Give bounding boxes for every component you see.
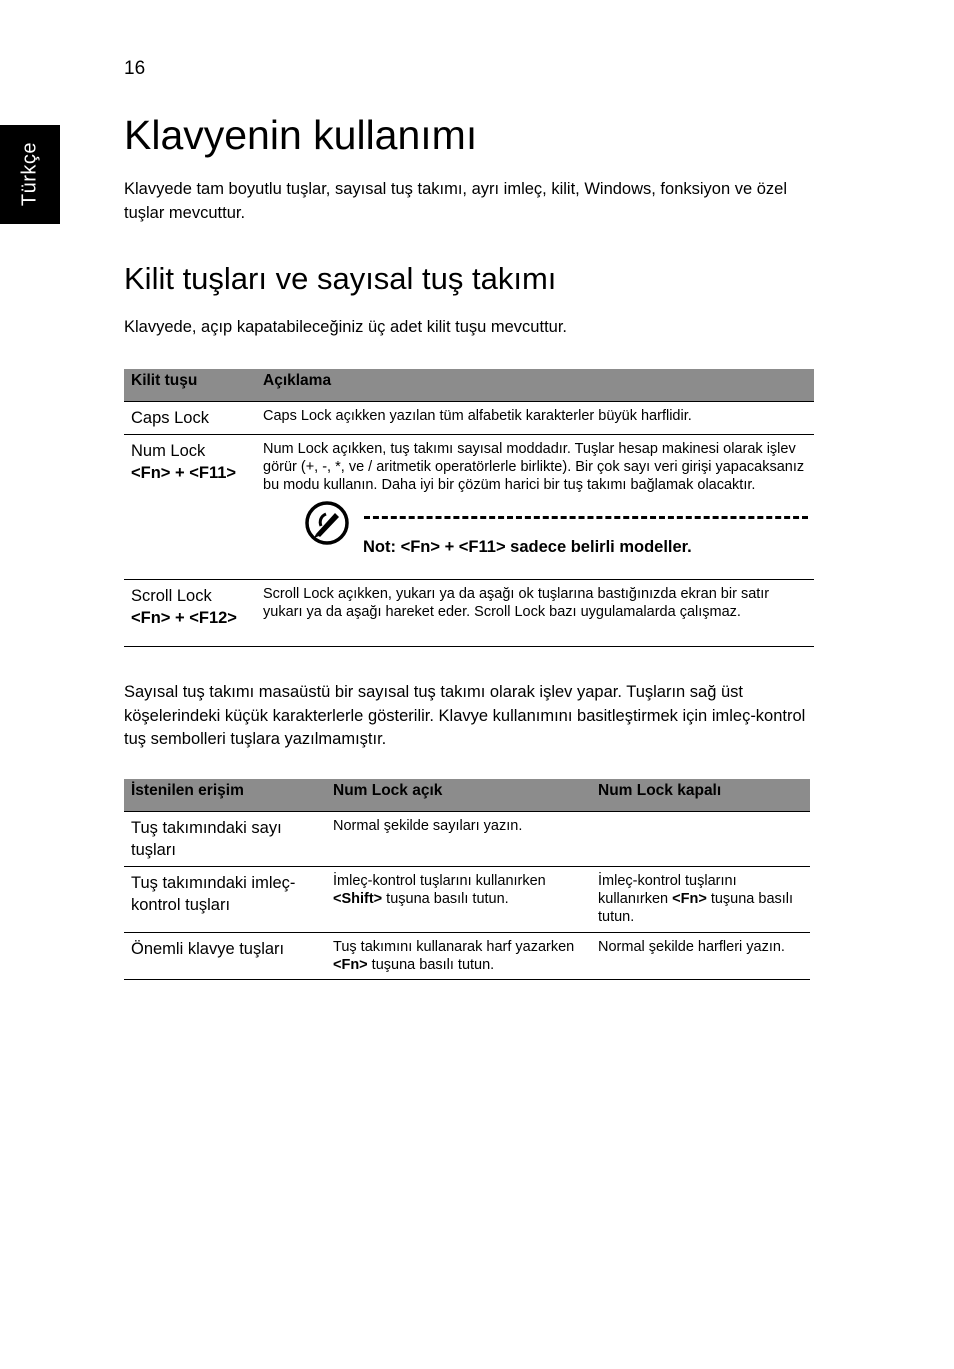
cell-text: İmleç-kontrol tuşlarını kullanırken (598, 873, 737, 907)
cell-text: tuşuna basılı tutun. (367, 957, 495, 973)
page-number: 16 (124, 58, 146, 79)
table-row (124, 580, 814, 647)
access-name: Önemli klavye tuşları (131, 940, 285, 958)
key-shortcut: <Fn> + <F11> (131, 464, 237, 482)
num-lock-off-cell: Normal şekilde harfleri yazın. (598, 939, 785, 955)
column-header: Num Lock kapalı (591, 779, 810, 812)
table-row (124, 402, 814, 435)
table-header-row (124, 779, 810, 812)
column-header: Kilit tuşu (124, 369, 256, 402)
note-callout (263, 500, 807, 574)
table-row (124, 933, 810, 980)
column-header: Açıklama (256, 369, 814, 402)
note-divider (364, 516, 808, 519)
key-shortcut: <Fn> + <F12> (131, 609, 237, 627)
num-lock-off-cell (591, 867, 810, 933)
cell-text: tuşuna basılı tutun. (598, 891, 794, 925)
column-header: İstenilen erişim (124, 779, 326, 812)
section-lead: Klavyede, açıp kapatabileceğiniz üç adet kilit tuşu mevcuttur. (124, 318, 567, 336)
cell-text: tuşuna basılı tutun. (382, 891, 509, 907)
access-name: Tuş takımındaki imleç-kontrol tuşları (131, 874, 296, 914)
key-description: Caps Lock açıkken yazılan tüm alfabetik karakterler büyük harflidir. (263, 408, 692, 424)
numpad-paragraph: Sayısal tuş takımı masaüstü bir sayısal tuş takımı olarak işlev yapar. Tuşların sağ üst köşelerindeki küçük karakterlerle gösterilir. Klavye kullanımını basitleştirmek için imleç-kontrol tuş sembolleri tuşlara yazılmamıştır. (124, 683, 806, 748)
num-lock-on-cell (326, 867, 591, 933)
key-label: <Fn> (672, 891, 707, 907)
key-label: <Fn> (333, 957, 368, 973)
key-description: Scroll Lock açıkken, yukarı ya da aşağı ok tuşlarına bastığınızda ekran bir satır yukarı ya da aşağı hareket eder. Scroll Lock bazı uygulamalarda çalışmaz. (263, 586, 770, 620)
table-header-row (124, 369, 814, 402)
note-text: Not: <Fn> + <F11> sadece belirli modeller. (363, 538, 692, 556)
cell-text: İmleç-kontrol tuşlarını kullanırken (333, 873, 546, 889)
language-tab (0, 125, 60, 224)
key-name: Num Lock (131, 442, 206, 460)
key-label: <Shift> (333, 891, 383, 907)
key-description: Num Lock açıkken, tuş takımı sayısal moddadır. Tuşlar hesap makinesi olarak işlev görür (+, -, *, ve / aritmetik operatörlerle birlikte). Bir çok sayı veri girişi yapacaksanız bu modu kullanın. Daha iyi bir çözüm harici bir tuş takımı bağlamak olacaktır. (263, 441, 805, 493)
key-name: Caps Lock (131, 409, 209, 427)
cell-text: Tuş takımını kullanarak harf yazarken (333, 939, 575, 955)
table-row (124, 435, 814, 580)
lock-keys-table (124, 369, 814, 647)
page-title: Klavyenin kullanımı (124, 112, 478, 158)
language-tab-label: Türkçe (18, 141, 41, 207)
table-row (124, 867, 810, 933)
note-pen-icon (304, 500, 350, 546)
table-row (124, 812, 810, 867)
section-heading: Kilit tuşları ve sayısal tuş takımı (124, 261, 557, 296)
num-lock-on-cell: Normal şekilde sayıları yazın. (333, 818, 523, 834)
intro-paragraph: Klavyede tam boyutlu tuşlar, sayısal tuş takımı, ayrı imleç, kilit, Windows, fonksiyon ve özel tuşlar mevcuttur. (124, 180, 788, 222)
access-name: Tuş takımındaki sayı tuşları (131, 819, 282, 859)
numpad-access-table (124, 779, 810, 980)
key-name: Scroll Lock (131, 587, 212, 605)
column-header: Num Lock açık (326, 779, 591, 812)
num-lock-on-cell (326, 933, 591, 980)
